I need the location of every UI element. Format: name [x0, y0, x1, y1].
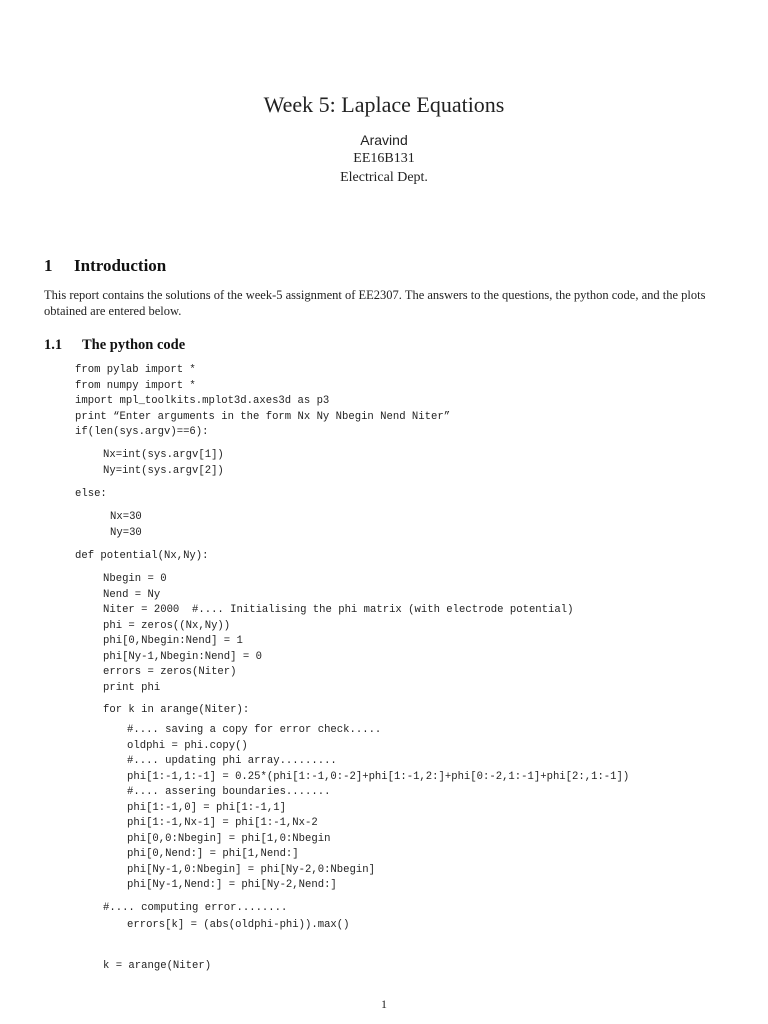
code-line: phi[Ny-1,Nend:] = phi[Ny-2,Nend:] — [127, 879, 337, 891]
code-block — [103, 703, 249, 719]
author-roll-number: EE16B131 — [353, 151, 415, 166]
code-block — [75, 363, 450, 441]
code-line: #.... assering boundaries....... — [127, 786, 331, 798]
author-department: Electrical Dept. — [340, 170, 428, 185]
section-number: 1 — [44, 256, 53, 275]
paper-title: Week 5: Laplace Equations — [263, 92, 505, 117]
code-line: #.... saving a copy for error check..... — [127, 724, 382, 736]
code-block — [103, 448, 224, 479]
page-number: 1 — [381, 997, 387, 1011]
code-line: phi[0,Nbegin:Nend] = 1 — [103, 635, 243, 647]
section-title: Introduction — [74, 256, 167, 275]
intro-paragraph: This report contains the solutions of the week-5 assignment of EE2307. The answers to the questions, the python code, and the plots obtained are entered below. — [44, 288, 706, 318]
code-line: Ny=30 — [110, 526, 142, 539]
code-line: k = arange(Niter) — [103, 960, 212, 972]
code-line: phi[1:-1,0] = phi[1:-1,1] — [127, 801, 286, 814]
author-name: Aravind — [360, 132, 408, 148]
code-line: oldphi = phi.copy() — [127, 739, 248, 752]
code-line: Nx=int(sys.argv[1]) — [103, 449, 224, 461]
code-line: Nbegin = 0 — [103, 573, 167, 585]
code-line: #.... computing error........ — [103, 902, 288, 914]
subsection-number: 1.1 — [44, 337, 63, 353]
code-line: phi[0,Nend:] = phi[1,Nend:] — [127, 848, 299, 860]
code-line: Niter = 2000 #.... Initialising the phi matrix (with electrode potential) — [103, 604, 574, 616]
code-line: errors[k] = (abs(oldphi-phi)).max() — [127, 919, 350, 931]
code-block — [75, 549, 209, 565]
code-line: Nx=30 — [110, 511, 142, 523]
code-block — [103, 572, 573, 696]
code-line: for k in arange(Niter): — [103, 704, 250, 716]
code-line: Ny=int(sys.argv[2]) — [103, 464, 224, 477]
code-line: phi[0,0:Nbegin] = phi[1,0:Nbegin — [127, 832, 331, 845]
section-heading-introduction — [44, 256, 166, 276]
code-block — [110, 510, 142, 541]
code-line: phi = zeros((Nx,Ny)) — [103, 619, 231, 632]
code-block — [75, 487, 107, 503]
code-line: if(len(sys.argv)==6): — [75, 426, 209, 438]
code-block — [127, 918, 350, 934]
code-line: print “Enter arguments in the form Nx Ny Nbegin Nend Niter” — [75, 410, 451, 423]
code-line: print phi — [103, 681, 161, 694]
code-line: phi[Ny-1,Nbegin:Nend] = 0 — [103, 650, 262, 663]
code-block — [127, 723, 629, 894]
code-line: phi[Ny-1,0:Nbegin] = phi[Ny-2,0:Nbegin] — [127, 863, 375, 876]
code-block — [103, 901, 287, 917]
code-line: def potential(Nx,Ny): — [75, 550, 209, 562]
code-line: Nend = Ny — [103, 588, 161, 601]
subsection-title: The python code — [82, 337, 186, 353]
code-line: from numpy import * — [75, 379, 196, 392]
code-line: from pylab import * — [75, 364, 196, 376]
code-line: phi[1:-1,1:-1] = 0.25*(phi[1:-1,0:-2]+phi[1:-1,2:]+phi[0:-2,1:-1]+phi[2:,1:-1]) — [127, 770, 630, 783]
code-line: phi[1:-1,Nx-1] = phi[1:-1,Nx-2 — [127, 817, 318, 829]
code-line: #.... updating phi array......... — [127, 755, 337, 767]
code-line: import mpl_toolkits.mplot3d.axes3d as p3 — [75, 395, 330, 407]
code-line: errors = zeros(Niter) — [103, 666, 237, 678]
subsection-heading-python-code — [44, 337, 185, 354]
code-block — [103, 959, 211, 975]
code-line: else: — [75, 488, 107, 500]
